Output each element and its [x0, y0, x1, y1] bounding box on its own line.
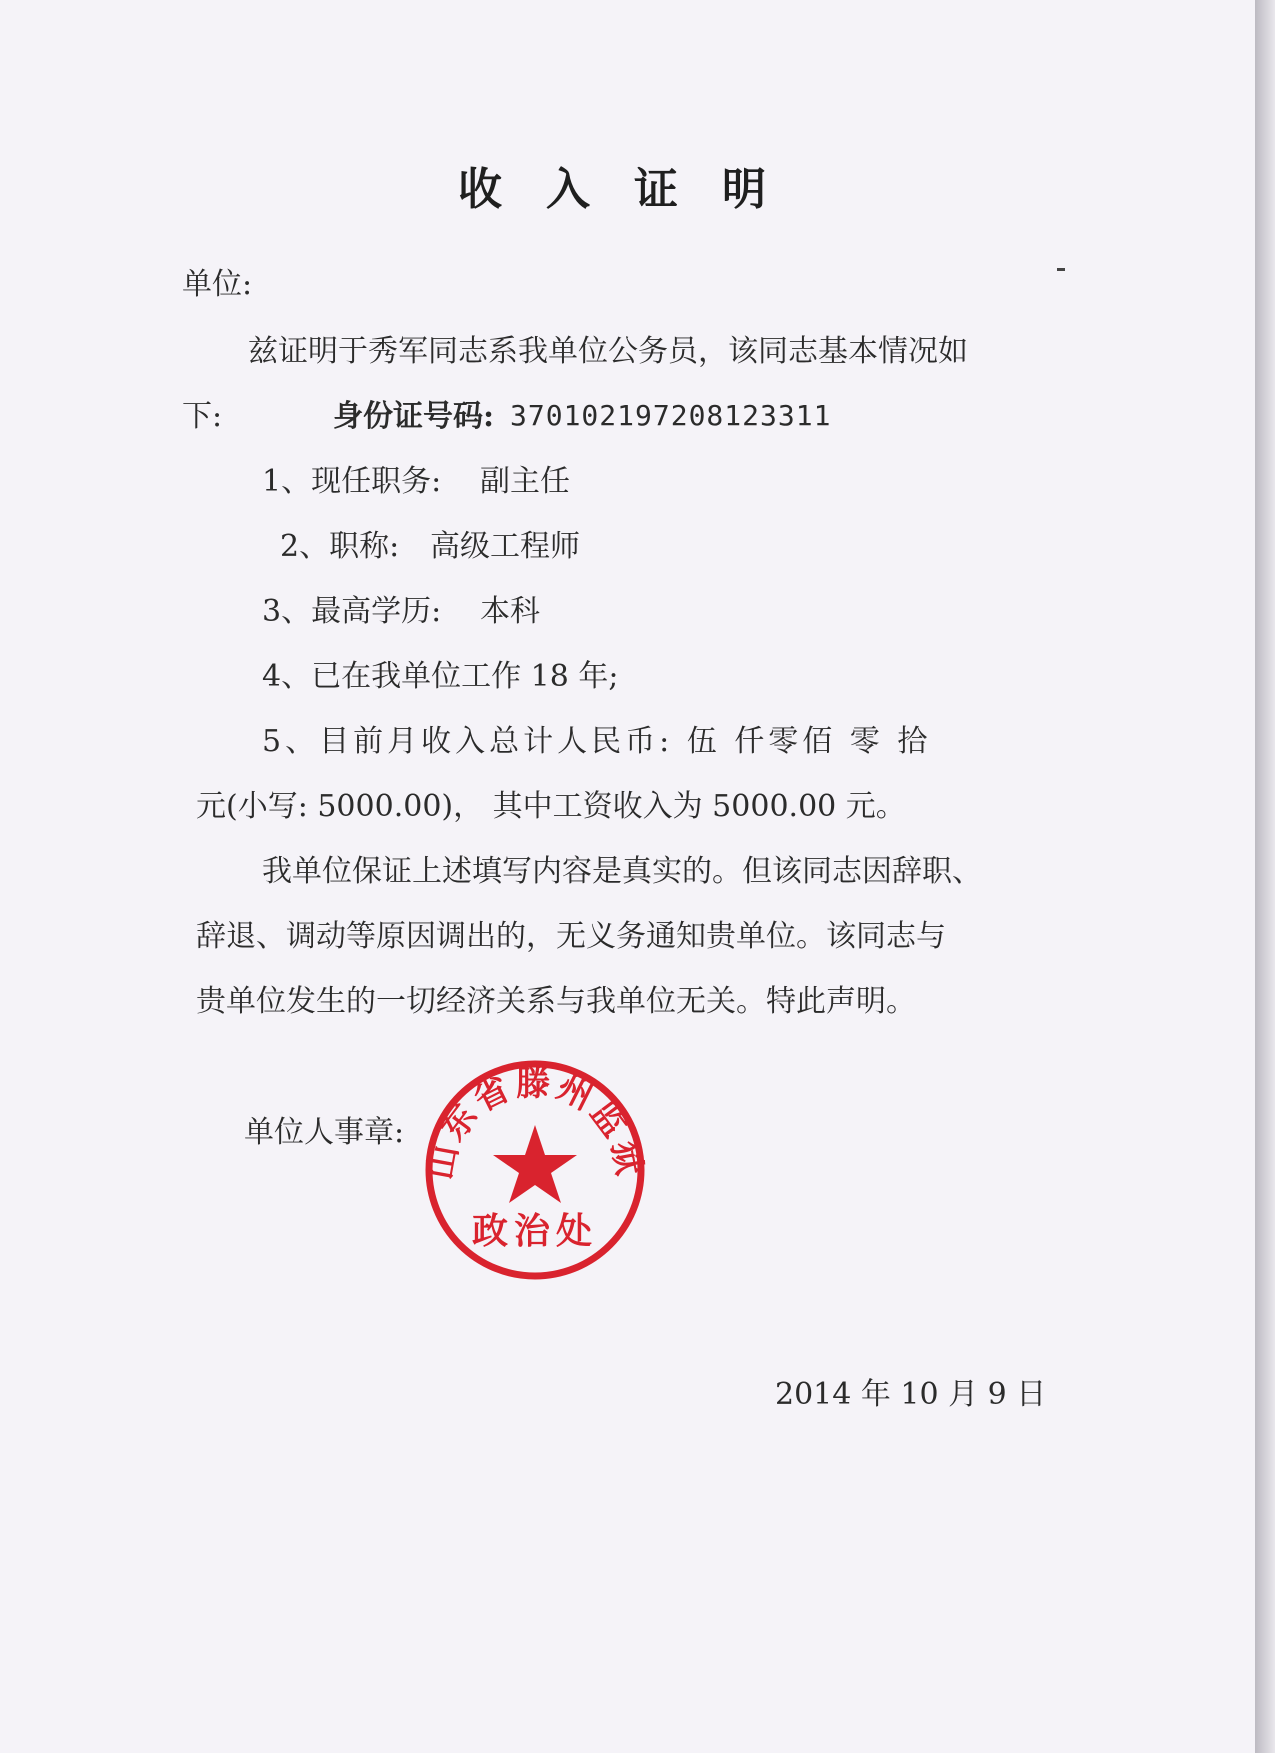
item-5-line2: 元(小写: 5000.00)， 其中工资收入为 5000.00 元。 — [196, 789, 906, 824]
svg-text:山东省滕州监狱: 山东省滕州监狱 — [420, 1063, 650, 1183]
document-title: 收入证明 — [458, 164, 810, 215]
item-value: 本科 — [480, 594, 540, 629]
id-label: 身份证号码: — [333, 399, 495, 434]
seal-label: 单位人事章: — [244, 1115, 405, 1150]
issue-date: 2014 年 10 月 9 日 — [775, 1377, 1047, 1412]
paragraph-intro-line2-prefix: 下: — [182, 399, 223, 434]
unit-label: 单位: — [182, 267, 253, 302]
item-value: 副主任 — [480, 464, 570, 499]
item-label: 2、职称: — [280, 529, 400, 564]
id-number: 370102197208123311 — [510, 399, 832, 432]
guarantee-line2: 辞退、调动等原因调出的，无义务通知贵单位。该同志与 — [196, 919, 946, 954]
item-label: 1、现任职务: — [262, 464, 442, 499]
svg-text:政治处: 政治处 — [471, 1210, 599, 1252]
scan-mark — [1057, 268, 1065, 271]
item-label: 4、已在我单位工作 18 年; — [262, 659, 619, 694]
scan-edge — [1255, 0, 1275, 1753]
paragraph-intro-line1: 兹证明于秀军同志系我单位公务员，该同志基本情况如 — [248, 334, 968, 369]
item-value: 高级工程师 — [430, 529, 580, 564]
guarantee-line1: 我单位保证上述填写内容是真实的。但该同志因辞职、 — [262, 854, 982, 889]
guarantee-line3: 贵单位发生的一切经济关系与我单位无关。特此声明。 — [196, 984, 916, 1019]
official-seal — [420, 1055, 650, 1285]
item-label: 3、最高学历: — [262, 594, 442, 629]
item-5-line1: 5、目前月收入总计人民币: 伍 仟零佰 零 拾 — [262, 724, 932, 759]
